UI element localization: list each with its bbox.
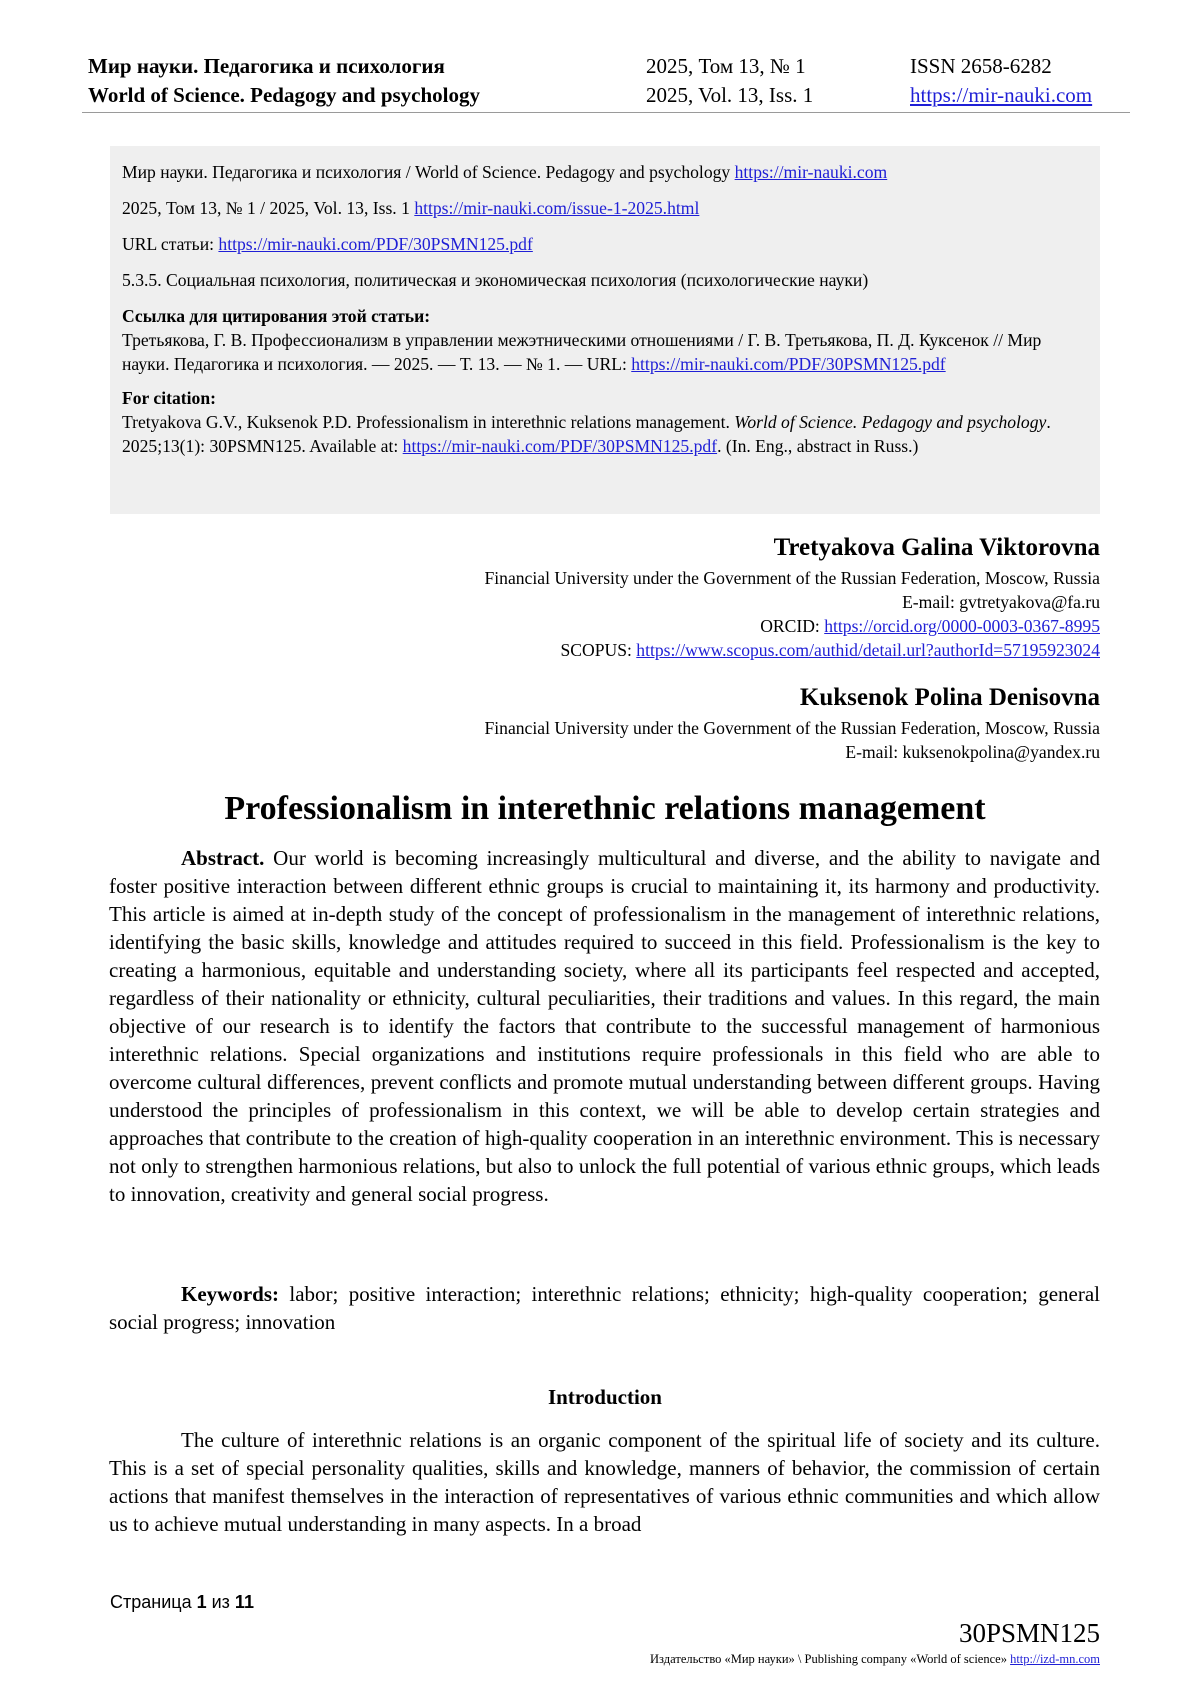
header-divider	[82, 112, 1130, 113]
keywords-label: Keywords:	[181, 1282, 279, 1306]
info-article-link[interactable]: https://mir-nauki.com/PDF/30PSMN125.pdf	[218, 234, 533, 254]
info-specialty: 5.3.5. Социальная психология, политическая и экономическая психология (психологические науки)	[122, 270, 869, 290]
citation-ru: Ссылка для цитирования этой статьи: Третьякова, Г. В. Профессионализм в управлении межэтническими отношениями / Г. В. Третьякова, П. Д. Куксенок // Мир науки. Педагогика и психология. — 2025. — Т. 13. — № 1. — URL: https://mir-nauki.com/PDF/30PSMN125.pdf	[122, 304, 1088, 376]
introduction	[109, 1426, 1100, 1538]
info-url-line: URL статьи: https://mir-nauki.com/PDF/30PSMN125.pdf	[122, 234, 533, 254]
info-journal-line: Мир науки. Педагогика и психология / World of Science. Pedagogy and psychology https://mir-nauki.com	[122, 162, 888, 182]
keywords-text: labor; positive interaction; interethnic relations; ethnicity; high-quality cooperation; general social progress; innovation	[109, 1282, 1100, 1334]
issue-en: 2025, Vol. 13, Iss. 1	[646, 83, 814, 107]
author-1-orcid: ORCID: https://orcid.org/0000-0003-0367-8995	[760, 616, 1100, 636]
abstract-label: Abstract.	[181, 846, 265, 870]
citation-ru-link[interactable]: https://mir-nauki.com/PDF/30PSMN125.pdf	[631, 354, 946, 374]
issue-ru: 2025, Том 13, № 1	[646, 54, 806, 78]
publisher-line: Издательство «Мир науки» \ Publishing company «World of science» http://izd-mn.com	[650, 1652, 1100, 1666]
issue-block	[646, 52, 813, 110]
article-title: Professionalism in interethnic relations management	[224, 790, 986, 827]
info-journal-link[interactable]: https://mir-nauki.com	[734, 162, 888, 182]
author-2	[484, 682, 1100, 764]
author-2-email: E-mail: kuksenokpolina@yandex.ru	[845, 742, 1100, 762]
introduction-heading: Introduction	[548, 1385, 662, 1409]
info-issue-link[interactable]: https://mir-nauki.com/issue-1-2025.html	[414, 198, 700, 218]
author-1-scopus-link[interactable]: https://www.scopus.com/authid/detail.url?authorId=57195923024	[636, 640, 1100, 660]
issn: ISSN 2658-6282	[910, 54, 1052, 78]
keywords	[109, 1280, 1100, 1336]
citation-en-label: For citation:	[122, 388, 216, 408]
citation-ru-label: Ссылка для цитирования этой статьи:	[122, 306, 431, 326]
journal-name-ru: Мир науки. Педагогика и психология	[88, 54, 445, 78]
journal-site-link[interactable]: https://mir-nauki.com	[910, 83, 1093, 107]
citation-en-link[interactable]: https://mir-nauki.com/PDF/30PSMN125.pdf	[402, 436, 718, 456]
author-1-name: Tretyakova Galina Viktorovna	[773, 534, 1100, 561]
issn-block	[910, 52, 1092, 110]
author-2-name: Kuksenok Polina Denisovna	[799, 684, 1100, 711]
author-1-affiliation: Financial University under the Government of the Russian Federation, Moscow, Russia	[484, 568, 1100, 588]
article-info-box	[110, 146, 1100, 514]
citation-en: For citation: Tretyakova G.V., Kuksenok P.D. Professionalism in interethnic relations management. World of Science. Pedagogy and psychology. 2025;13(1): 30PSMN125. Available at: https://mir-nauki.com/PDF/30PSMN125.pdf. (In. Eng., abstract in Russ.)	[122, 386, 1088, 458]
author-2-affiliation: Financial University under the Government of the Russian Federation, Moscow, Russia	[484, 718, 1100, 738]
abstract-text: Our world is becoming increasingly multicultural and diverse, and the ability to navigate and foster positive interaction between different ethnic groups is crucial to maintaining it, its harmony and productivity. This article is aimed at in-depth study of the concept of professionalism in the management of interethnic relations, identifying the basic skills, knowledge and attitudes required to succeed in this field. Professionalism is the key to creating a harmonious, equitable and understanding society, where all its participants feel respected and accepted, regardless of their nationality or ethnicity, cultural peculiarities, their traditions and values. In this regard, the main objective of our research is to identify the factors that contribute to the successful management of harmonious interethnic relations. Special organizations and institutions require professionals in this field who are able to overcome cultural differences, prevent conflicts and promote mutual understanding between different groups. Having understood the principles of professionalism in this context, we will be able to develop certain strategies and approaches that contribute to the creation of high-quality cooperation in an interethnic environment. This is necessary not only to strengthen harmonious relations, but also to unlock the full potential of various ethnic groups, which leads to innovation, creativity and general social progress.	[109, 846, 1100, 1206]
author-1	[484, 532, 1100, 662]
article-code: 30PSMN125	[958, 1618, 1100, 1648]
author-1-scopus: SCOPUS: https://www.scopus.com/authid/detail.url?authorId=57195923024	[560, 640, 1100, 660]
journal-name-en: World of Science. Pedagogy and psychology	[88, 83, 481, 107]
author-1-orcid-link[interactable]: https://orcid.org/0000-0003-0367-8995	[824, 616, 1100, 636]
journal-name-block	[88, 52, 480, 110]
introduction-text: The culture of interethnic relations is an organic component of the spiritual life of society and its culture. This is a set of special personality qualities, skills and knowledge, manners of behavior, the commission of certain actions that manifest themselves in the interaction of representatives of various ethnic communities and which allow us to achieve mutual understanding in many aspects. In a broad	[109, 1428, 1100, 1536]
abstract	[109, 844, 1100, 1208]
publisher-link[interactable]: http://izd-mn.com	[1010, 1652, 1100, 1666]
author-1-email: E-mail: gvtretyakova@fa.ru	[902, 592, 1100, 612]
info-issue-line: 2025, Том 13, № 1 / 2025, Vol. 13, Iss. 1 https://mir-nauki.com/issue-1-2025.html	[122, 198, 700, 218]
page-number: Страница 1 из 11	[110, 1592, 254, 1612]
